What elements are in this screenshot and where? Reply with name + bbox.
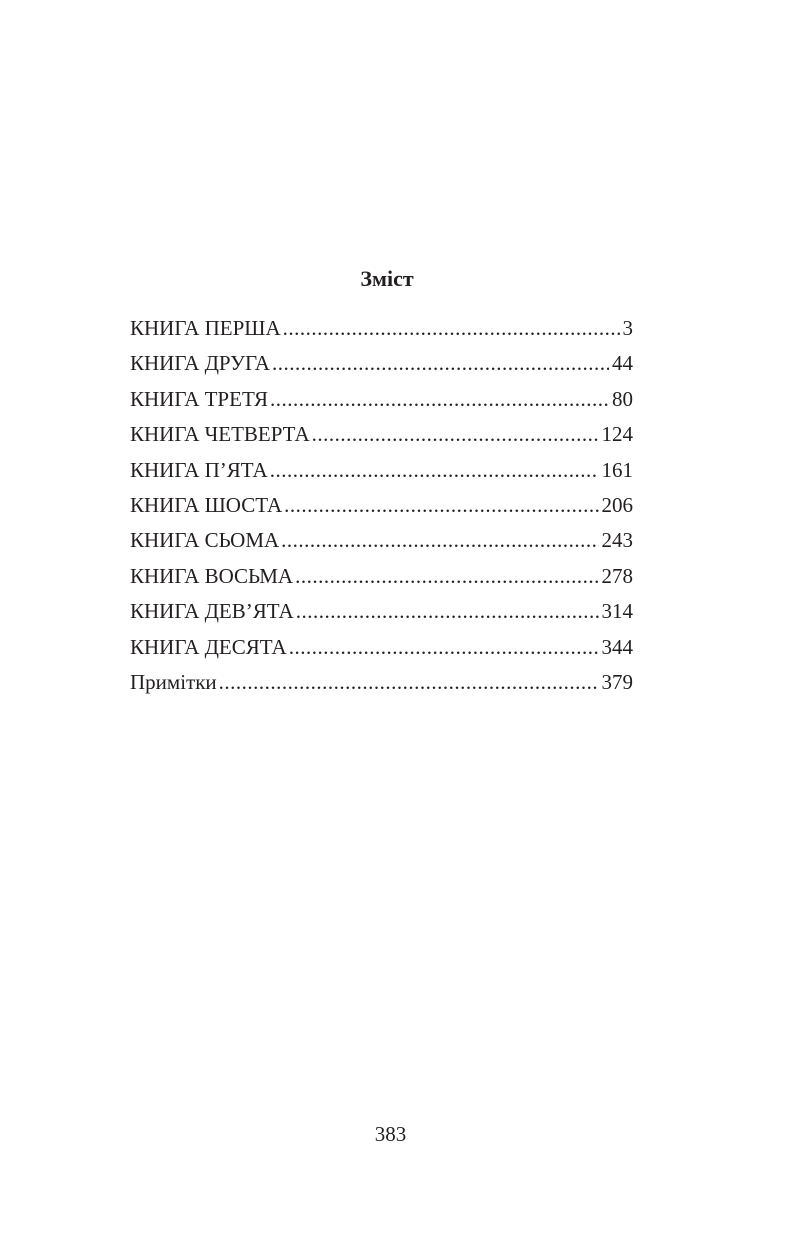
toc-entry-page: 44: [612, 351, 633, 376]
toc-entry-label: КНИГА СЬОМА: [130, 528, 280, 553]
toc-entry-page: 379: [601, 669, 633, 694]
toc-entry-book-5[interactable]: [130, 455, 633, 490]
toc-entry-page: 206: [601, 492, 633, 517]
toc-entry-book-1[interactable]: [130, 313, 633, 348]
toc-entry-book-6[interactable]: [130, 490, 633, 525]
toc-entry-page: 80: [612, 386, 633, 411]
toc-entry-page: 344: [601, 634, 633, 659]
toc-entry-page: 124: [601, 422, 633, 447]
toc-entry-label: КНИГА П’ЯТА: [130, 457, 268, 482]
dot-leader: [272, 348, 609, 378]
toc-entry-page: 314: [601, 599, 633, 624]
toc-entry-book-7[interactable]: [130, 525, 633, 560]
toc-entry-label: КНИГА ТРЕТЯ: [130, 386, 268, 411]
table-of-contents: [130, 313, 633, 702]
toc-entry-label: КНИГА ВОСЬМА: [130, 563, 294, 588]
dot-leader: [289, 632, 599, 662]
toc-entry-label: КНИГА ПЕРША: [130, 316, 281, 340]
toc-entry-label: КНИГА ШОСТА: [130, 492, 283, 517]
toc-entry-page: 278: [601, 563, 633, 588]
toc-entry-book-10[interactable]: [130, 632, 633, 667]
toc-entry-book-3[interactable]: [130, 384, 633, 419]
page-title: Зміст: [360, 266, 414, 291]
dot-leader: [219, 667, 599, 697]
toc-entry-page: 243: [601, 528, 633, 553]
dot-leader: [270, 384, 609, 414]
toc-entry-label: КНИГА ДРУГА: [130, 351, 270, 376]
dot-leader: [281, 525, 598, 555]
toc-entry-notes[interactable]: [130, 667, 633, 702]
toc-entry-book-9[interactable]: [130, 596, 633, 631]
toc-entry-label: КНИГА ДЕВ’ЯТА: [130, 599, 294, 624]
toc-entry-page: 161: [601, 457, 633, 482]
page-number: 383: [374, 1122, 407, 1146]
toc-entry-book-2[interactable]: [130, 348, 633, 383]
toc-entry-label: КНИГА ЧЕТВЕРТА: [130, 422, 310, 447]
dot-leader: [283, 313, 620, 343]
dot-leader: [296, 596, 599, 626]
toc-entry-page: 3: [622, 316, 633, 340]
dot-leader: [312, 419, 599, 449]
dot-leader: [284, 490, 598, 520]
toc-entry-label: КНИГА ДЕСЯТА: [130, 634, 287, 659]
dot-leader: [295, 561, 598, 591]
dot-leader: [270, 455, 599, 485]
toc-entry-book-4[interactable]: [130, 419, 633, 454]
toc-entry-book-8[interactable]: [130, 561, 633, 596]
toc-entry-label: Примітки: [130, 669, 217, 694]
